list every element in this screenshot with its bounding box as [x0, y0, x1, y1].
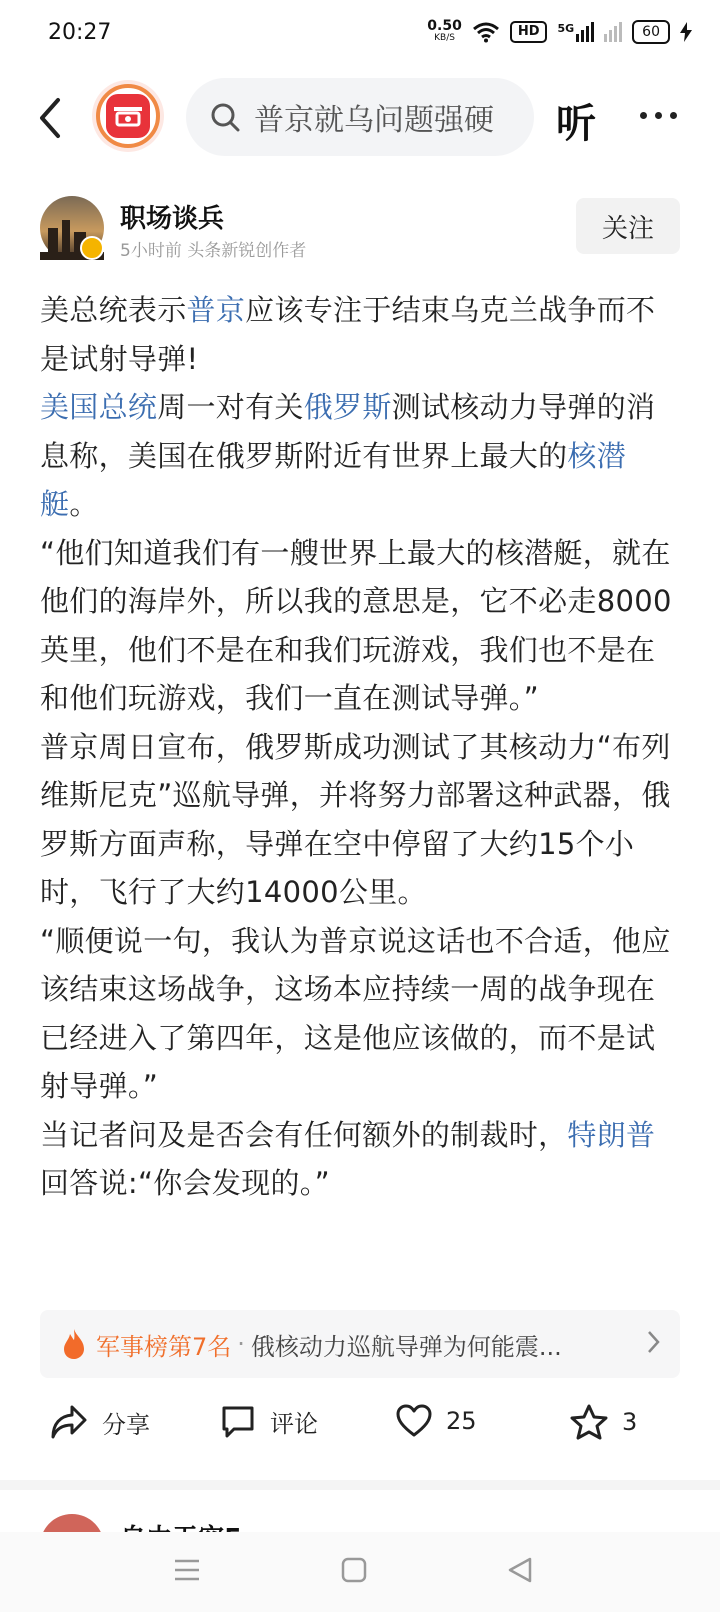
fire-icon — [60, 1328, 88, 1360]
comment-icon — [220, 1405, 256, 1439]
article-paragraph — [40, 383, 682, 529]
creator-badge-icon — [80, 236, 104, 260]
search-icon — [210, 102, 240, 132]
search-box[interactable] — [186, 78, 534, 156]
section-divider — [0, 1480, 720, 1490]
app-logo[interactable] — [92, 80, 164, 152]
topic-link[interactable]: 俄罗斯 — [303, 390, 392, 424]
wifi-icon — [472, 21, 500, 43]
topic-link[interactable]: 特朗普 — [567, 1117, 656, 1152]
paragraph-text: 美总统表示 — [40, 293, 187, 327]
share-button[interactable] — [50, 1404, 150, 1440]
status-icons — [427, 20, 692, 44]
back-arrow-icon[interactable] — [32, 94, 72, 142]
top-nav — [0, 72, 720, 162]
hd-icon: HD — [510, 21, 548, 43]
comment-label: 评论 — [270, 1410, 318, 1438]
ranking-tag: 军事榜第7名 — [96, 1332, 232, 1361]
topic-link[interactable]: 普京 — [186, 293, 246, 327]
ranking-title: 俄核动力巡航导弹为何能震... — [250, 1332, 562, 1361]
ranking-separator: · — [237, 1330, 245, 1358]
signal-icon — [604, 22, 622, 42]
topic-link[interactable]: 美国总统 — [40, 390, 158, 424]
home-icon[interactable] — [340, 1556, 368, 1584]
share-icon — [50, 1404, 88, 1440]
network-type: 5G — [557, 22, 575, 35]
paragraph-text: 测试核动力导弹的消息称，美国在俄罗斯附近有世界上最大的 — [40, 390, 656, 473]
share-label: 分享 — [102, 1410, 150, 1439]
signal-5g-icon — [557, 22, 594, 42]
status-time: 20:27 — [48, 19, 112, 45]
status-bar — [0, 0, 720, 64]
network-speed-unit: KB/S — [434, 33, 455, 43]
favorite-button[interactable] — [570, 1404, 637, 1440]
more-options-icon[interactable] — [640, 100, 690, 130]
paragraph-text: 。 — [69, 487, 99, 521]
system-nav-bar — [0, 1532, 720, 1612]
chevron-right-icon — [646, 1328, 662, 1356]
paragraph-text: 当记者问及是否会有任何额外的制裁时， — [40, 1117, 568, 1152]
author-name[interactable]: 职场谈兵 — [120, 204, 225, 234]
menu-icon[interactable] — [172, 1556, 202, 1584]
like-count: 25 — [446, 1407, 477, 1435]
topic-link[interactable]: 核潜艇 — [40, 438, 627, 521]
heart-icon — [396, 1404, 432, 1438]
like-button[interactable] — [396, 1404, 477, 1438]
back-triangle-icon[interactable] — [506, 1556, 534, 1584]
follow-button[interactable]: 关注 — [576, 198, 680, 254]
article-body — [40, 286, 682, 1208]
battery-icon: 60 — [632, 20, 670, 44]
article-paragraph: “顺便说一句，我认为普京说这话也不合适，他应该结束这场战争，这场本应持续一周的战争现在已经进入了第四年，这是他应该做的，而不是试射导弹。” — [40, 923, 671, 1103]
article-paragraph — [40, 1111, 682, 1208]
favorite-count: 3 — [622, 1408, 638, 1436]
charging-icon — [680, 22, 692, 42]
paragraph-text: 应该专注于结束乌克兰战争而不是试射导弹! — [40, 293, 656, 376]
network-speed — [427, 20, 462, 44]
toutiao-logo-icon — [106, 94, 150, 138]
listen-button[interactable]: 听 — [556, 101, 596, 147]
author-meta: 5小时前 头条新锐创作者 — [120, 241, 307, 261]
article-paragraph: “他们知道我们有一艘世界上最大的核潜艇，就在他们的海岸外，所以我的意思是，它不必走8000英里，他们不是在和我们玩游戏，我们也不是在和他们玩游戏，我们一直在测试导弹。” — [40, 535, 672, 715]
action-bar — [0, 1396, 720, 1456]
comment-button[interactable] — [220, 1404, 318, 1439]
network-speed-value: 0.50 — [427, 18, 462, 34]
paragraph-text: 周一对有关 — [157, 390, 304, 424]
search-placeholder: 普京就乌问题强硬 — [254, 103, 494, 138]
paragraph-text: 回答说:“你会发现的。” — [40, 1166, 330, 1200]
star-icon — [570, 1404, 608, 1440]
ranking-bar[interactable] — [40, 1310, 680, 1378]
article-paragraph: 普京周日宣布，俄罗斯成功测试了其核动力“布列维斯尼克”巡航导弹，并将努力部署这种武器，俄罗斯方面声称，导弹在空中停留了大约15个小时，飞行了大约14000公里。 — [40, 729, 671, 909]
article-paragraph — [40, 286, 682, 383]
